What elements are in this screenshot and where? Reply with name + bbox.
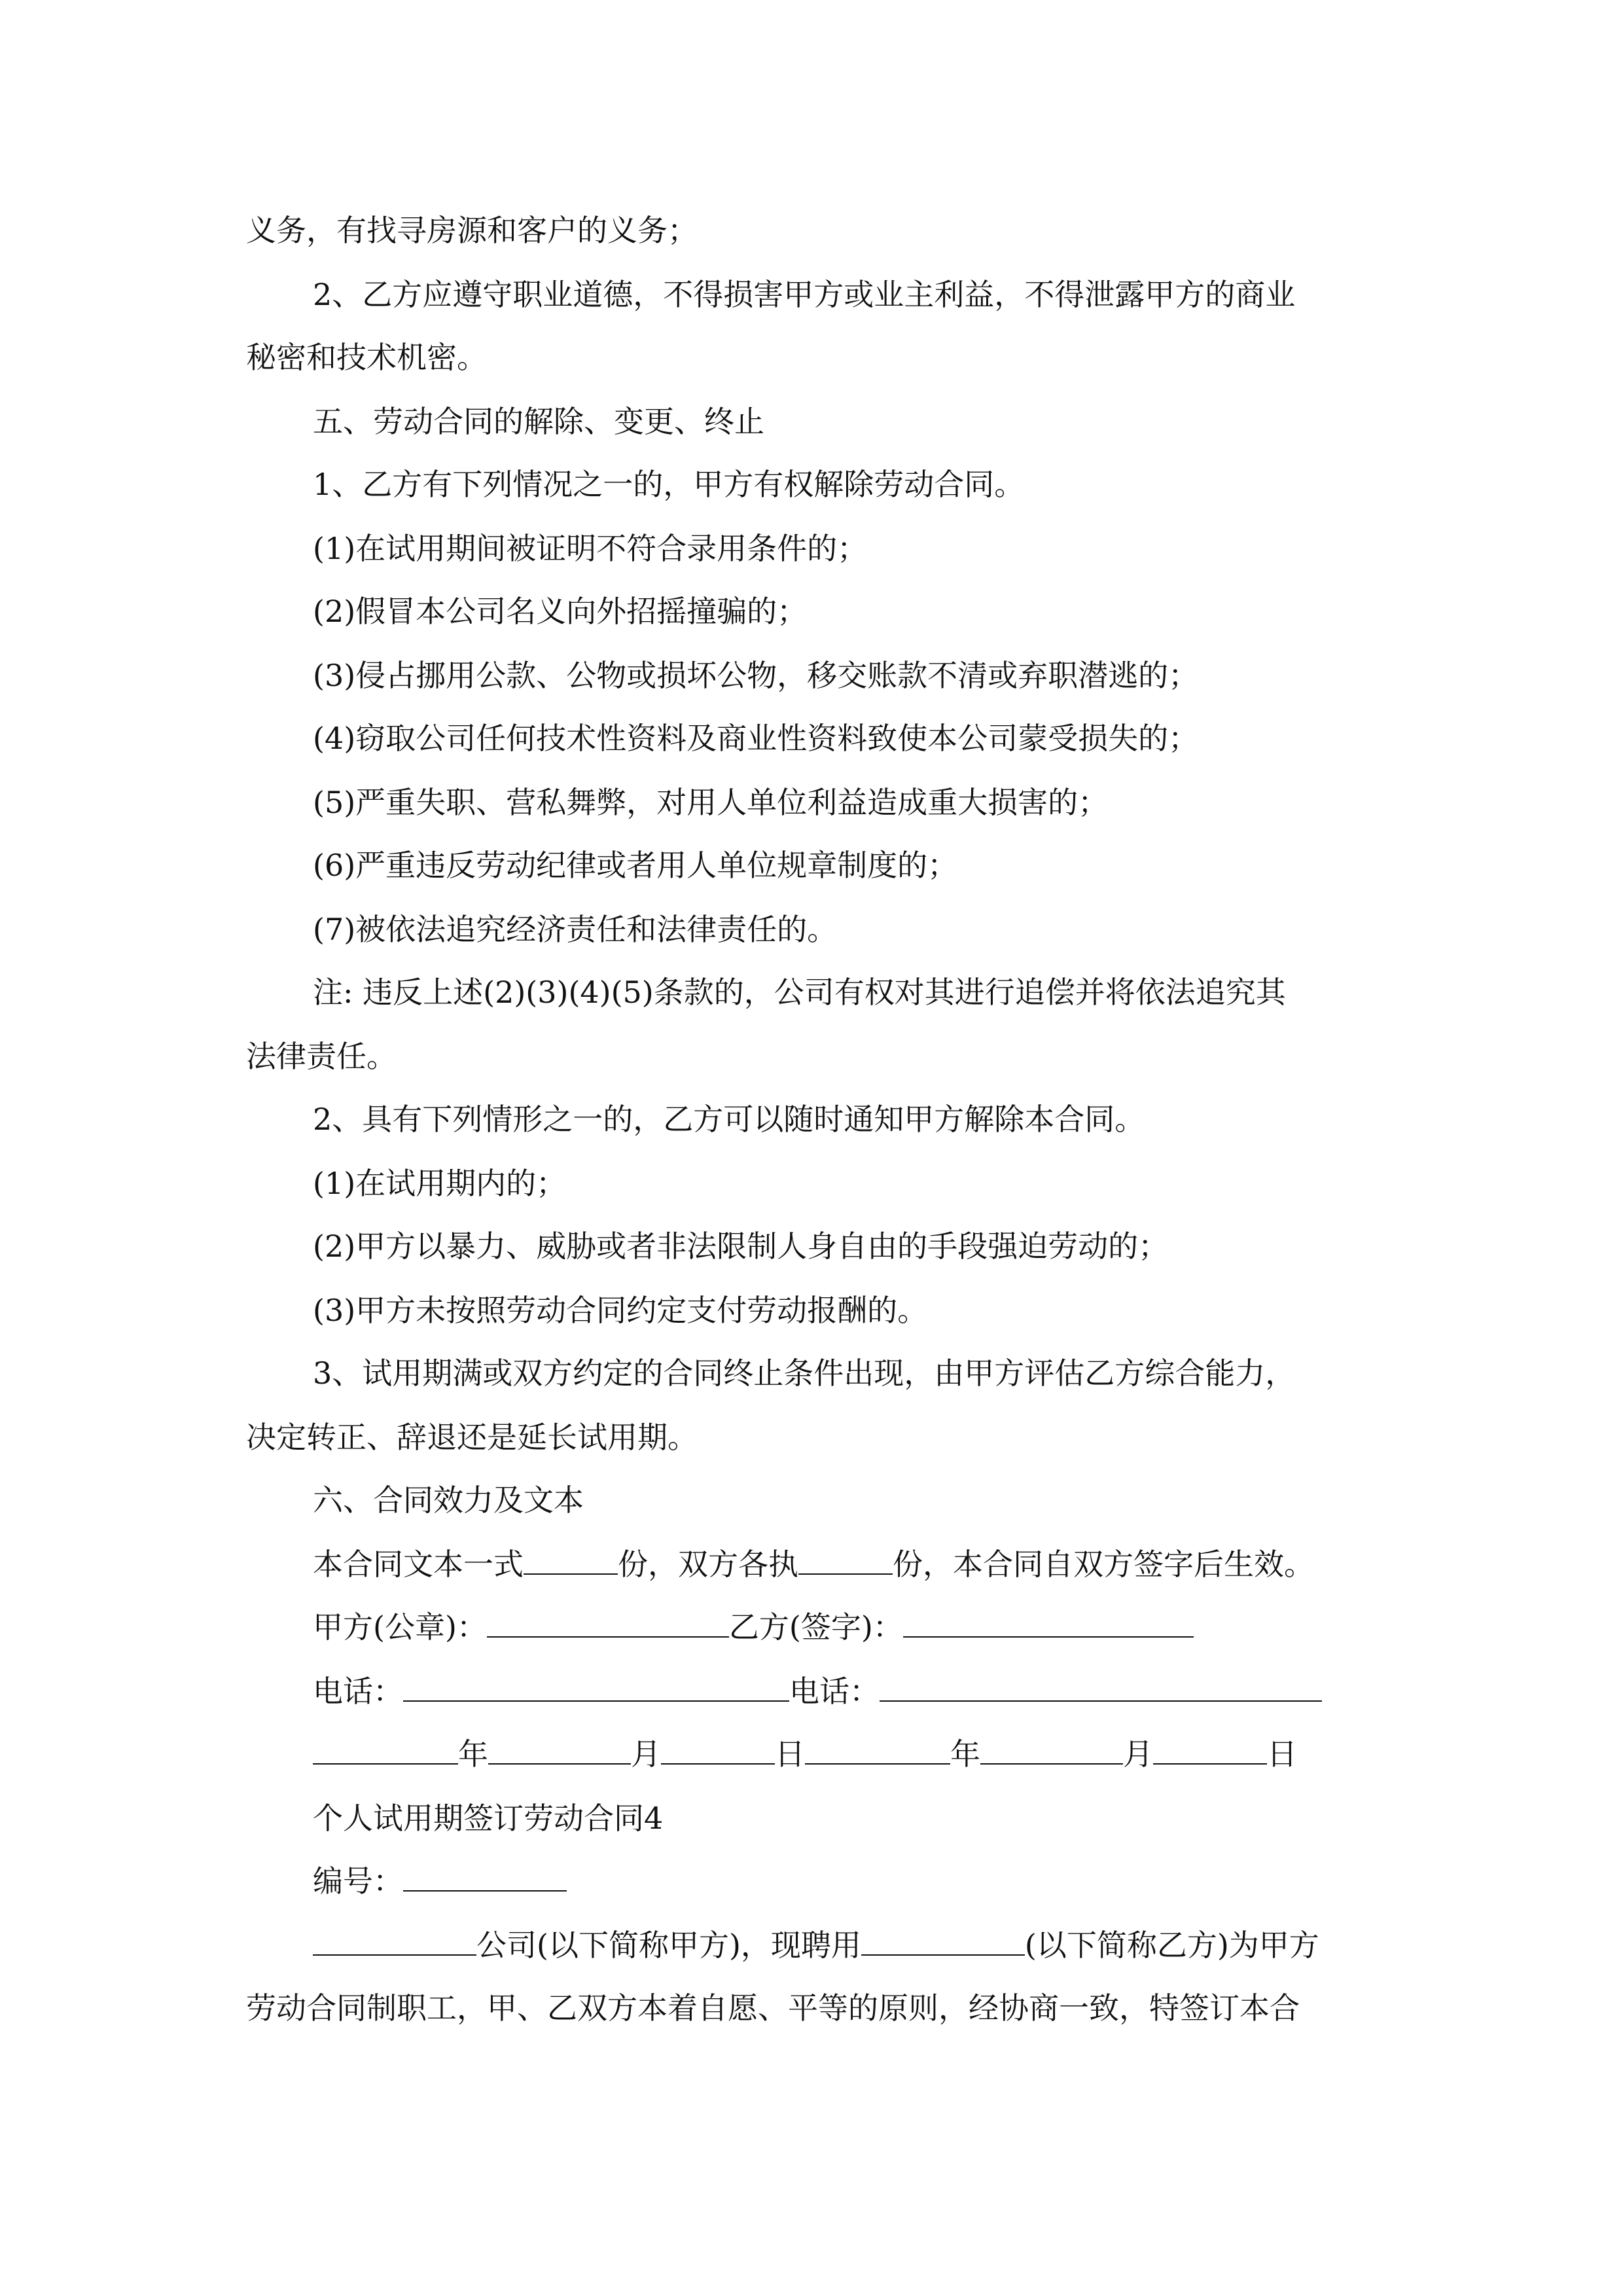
intro-line	[0, 1926, 1623, 1965]
list-item: (1)在试用期内的；	[313, 1166, 567, 1201]
employee-name-blank	[861, 1926, 1025, 1956]
copies-mid: 份，双方各执	[618, 1547, 798, 1582]
list-item: (2)假冒本公司名义向外招摇撞骗的；	[313, 594, 808, 629]
list-item: (5)严重失职、营私舞弊，对用人单位利益造成重大损害的；	[313, 785, 1109, 820]
text-line: 义务，有找寻房源和客户的义务；	[246, 213, 698, 248]
party-a-day-blank	[661, 1734, 775, 1765]
list-item: (3)甲方未按照劳动合同约定支付劳动报酬的。	[313, 1293, 928, 1328]
copies-prefix: 本合同文本一式	[313, 1547, 524, 1582]
year-label: 年	[458, 1736, 488, 1772]
section-heading: 六、合同效力及文本	[313, 1482, 584, 1518]
contract-title: 个人试用期签订劳动合同4	[313, 1801, 664, 1836]
party-b-sign-blank	[903, 1607, 1194, 1638]
month-label: 月	[631, 1736, 661, 1772]
party-b-sign-label: 乙方(签字)：	[728, 1609, 903, 1645]
contract-number-label: 编号：	[313, 1863, 403, 1899]
copies-each-blank	[798, 1545, 893, 1575]
intro-line: 劳动合同制职工，甲、乙双方本着自愿、平等的原则，经协商一致，特签订本合	[246, 1990, 1300, 2026]
copies-line	[0, 1545, 1623, 1584]
text-line: 1、乙方有下列情况之一的，甲方有权解除劳动合同。	[313, 467, 1025, 502]
text-line: 秘密和技术机密。	[246, 340, 487, 375]
contract-number-blank	[403, 1861, 567, 1892]
party-a-year-blank	[313, 1734, 458, 1765]
list-item: (1)在试用期间被证明不符合录用条件的；	[313, 531, 868, 566]
party-a-phone-blank	[403, 1672, 789, 1702]
party-b-year-blank	[805, 1734, 950, 1765]
party-b-day-blank	[1153, 1734, 1267, 1765]
list-item: (4)窃取公司任何技术性资料及商业性资料致使本公司蒙受损失的；	[313, 721, 1199, 756]
party-a-seal-label: 甲方(公章)：	[313, 1609, 487, 1645]
section-heading: 五、劳动合同的解除、变更、终止	[313, 404, 764, 439]
party-a-phone-label: 电话：	[313, 1674, 403, 1709]
date-line	[0, 1734, 1623, 1774]
party-a-month-blank	[488, 1734, 631, 1765]
intro-part2: (以下简称乙方)为甲方	[1024, 1928, 1319, 1963]
signature-line	[0, 1607, 1623, 1647]
party-b-phone-blank	[880, 1672, 1322, 1702]
company-name-blank	[313, 1926, 476, 1956]
contract-number-line	[0, 1861, 1623, 1901]
month-label: 月	[1123, 1736, 1153, 1772]
party-a-seal-blank	[487, 1607, 729, 1638]
list-item: (7)被依法追究经济责任和法律责任的。	[313, 912, 838, 947]
copies-total-blank	[524, 1545, 618, 1575]
party-b-month-blank	[980, 1734, 1123, 1765]
text-line: 3、试用期满或双方约定的合同终止条件出现，由甲方评估乙方综合能力，	[313, 1355, 1296, 1391]
note-line: 法律责任。	[246, 1039, 397, 1074]
text-line: 决定转正、辞退还是延长试用期。	[246, 1420, 698, 1455]
list-item: (3)侵占挪用公款、公物或损坏公物，移交账款不清或弃职潜逃的；	[313, 658, 1199, 693]
day-label: 日	[1267, 1736, 1297, 1772]
note-line: 注: 违反上述(2)(3)(4)(5)条款的，公司有权对其进行追偿并将依法追究其	[313, 975, 1286, 1010]
text-line: 2、乙方应遵守职业道德，不得损害甲方或业主利益，不得泄露甲方的商业	[313, 277, 1296, 312]
text-line: 2、具有下列情形之一的，乙方可以随时通知甲方解除本合同。	[313, 1102, 1145, 1137]
day-label: 日	[775, 1736, 805, 1772]
copies-suffix: 份，本合同自双方签字后生效。	[893, 1547, 1314, 1582]
list-item: (2)甲方以暴力、威胁或者非法限制人身自由的手段强迫劳动的；	[313, 1229, 1169, 1264]
party-b-phone-label: 电话：	[789, 1674, 880, 1709]
phone-line	[0, 1672, 1623, 1711]
list-item: (6)严重违反劳动纪律或者用人单位规章制度的；	[313, 848, 958, 883]
intro-part1: 公司(以下简称甲方)，现聘用	[476, 1928, 861, 1963]
year-label: 年	[950, 1736, 980, 1772]
